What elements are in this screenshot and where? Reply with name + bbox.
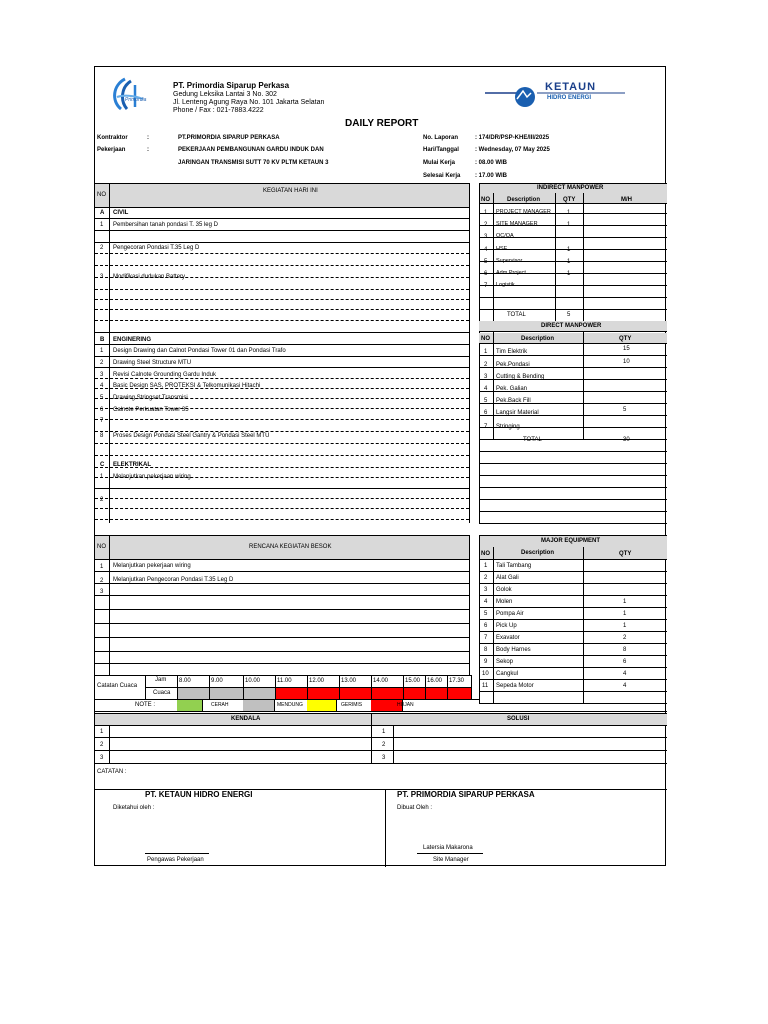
- direct-row-qty: 15: [623, 346, 630, 352]
- equipment-row-no: 2: [484, 575, 488, 581]
- hari-value: : Wednesday, 07 May 2025: [475, 147, 550, 153]
- weather-cell: [178, 688, 209, 699]
- equipment-row-no: 7: [484, 635, 488, 641]
- kegiatan-row-no: 3: [100, 372, 104, 378]
- kendala-row-no: 3: [100, 755, 104, 761]
- kontraktor-label: Kontraktor: [97, 135, 128, 141]
- equipment-row-desc: Sepeda Motor: [496, 683, 534, 689]
- weather-label: Catatan Cuaca: [97, 683, 138, 689]
- direct-row-qty: 10: [623, 359, 630, 365]
- direct-row-no: 1: [484, 349, 488, 355]
- weather-cell: [372, 688, 403, 699]
- solusi-row-no: 3: [382, 755, 386, 761]
- weather-cell: [448, 688, 471, 699]
- company-address-2: Jl. Lenteng Agung Raya No. 101 Jakarta Selatan: [173, 99, 325, 106]
- kegiatan-row-text: Calnote Perkuatan Tower 35: [113, 407, 189, 413]
- kegiatan-row-no: 5: [100, 395, 104, 401]
- weather-hour: 17.30: [449, 678, 465, 684]
- indirect-row-qty: 1: [567, 222, 571, 228]
- direct-h-desc: Description: [521, 336, 555, 342]
- sign-right-name: Latersia Makarona: [423, 845, 473, 851]
- weather-hour: 12.00: [309, 678, 325, 684]
- equipment-row-no: 5: [484, 611, 488, 617]
- weather-hour: 10.00: [245, 678, 261, 684]
- direct-row-desc: Tim Elektrik: [496, 349, 528, 355]
- weather-hour: 16.00: [427, 678, 443, 684]
- kegiatan-row-text: CIVIL: [113, 210, 129, 216]
- sign-right-label: Dibuat Oleh :: [397, 805, 433, 811]
- equipment-row-desc: Body Harnes: [496, 647, 531, 653]
- equipment-row-qty: 1: [623, 611, 627, 617]
- sign-left-role: Pengawas Pekerjaan: [147, 857, 204, 863]
- weather-cuaca-label: Cuaca: [153, 690, 171, 696]
- indirect-row-no: 2: [484, 222, 488, 228]
- indirect-title: INDIRECT MANPOWER: [537, 185, 604, 191]
- company-name: PT. Primordia Siparup Perkasa: [173, 81, 290, 90]
- equipment-row-qty: 4: [623, 671, 627, 677]
- indirect-row-desc: Supervisor: [496, 258, 523, 264]
- logo-right-sub: HIDRO ENERGI: [547, 95, 592, 101]
- pekerjaan-value-2: JARINGAN TRANSMISI SUTT 70 KV PLTM KETAUN 3: [178, 160, 329, 166]
- direct-row-no: 4: [484, 386, 488, 392]
- equipment-row-desc: Molen: [496, 599, 513, 605]
- equipment-row-no: 11: [482, 683, 489, 689]
- indirect-row-no: 6: [484, 271, 488, 277]
- direct-row-desc: Langsir Material: [496, 410, 539, 416]
- equipment-row-no: 10: [482, 671, 489, 677]
- weather-cell: [308, 688, 339, 699]
- kegiatan-row-text: Basic Design SAS, PROTEKSI & Telkomunikasi Hitachi: [113, 383, 261, 389]
- selesai-value: : 17.00 WIB: [475, 173, 508, 179]
- kegiatan-row-no: 1: [100, 348, 104, 354]
- no-laporan-value: : 174/DR/PSP-KHE/III/2025: [475, 135, 550, 141]
- weather-cell: [210, 688, 243, 699]
- weather-legend-label: MENDUNG: [277, 702, 303, 708]
- weather-hour: 11.00: [277, 678, 292, 684]
- sign-right-company: PT. PRIMORDIA SIPARUP PERKASA: [397, 790, 535, 799]
- indirect-row-qty: 1: [567, 210, 571, 216]
- indirect-row-qty: 1: [567, 259, 571, 265]
- indirect-row-no: 3: [484, 234, 488, 240]
- equipment-row-qty: 8: [623, 647, 627, 653]
- weather-cell: [244, 688, 275, 699]
- kegiatan-no-header: NO: [97, 192, 106, 198]
- logo-left-text: Primordia: [125, 97, 147, 103]
- pekerjaan-colon: :: [147, 147, 149, 153]
- indirect-row-desc: HSE: [496, 246, 508, 252]
- primordia-logo-icon: [103, 75, 163, 115]
- equipment-row-desc: Exavator: [496, 635, 520, 641]
- direct-title: DIRECT MANPOWER: [541, 323, 602, 329]
- equipment-row-qty: 1: [623, 623, 627, 629]
- rencana-row-no: 1: [100, 564, 104, 570]
- sign-right-role: Site Manager: [433, 857, 469, 863]
- weather-hour: 8.00: [179, 678, 191, 684]
- weather-hour: 9.00: [211, 678, 223, 684]
- kegiatan-row-text: ENGINERING: [113, 337, 152, 343]
- kegiatan-row-no: 7: [100, 418, 104, 424]
- equipment-row-no: 9: [484, 659, 488, 665]
- direct-row-desc: Pek. Galian: [496, 386, 528, 392]
- logo-right-title: KETAUN: [545, 81, 597, 93]
- weather-cell: [404, 688, 425, 699]
- indirect-row-desc: SITE MANAGER: [496, 221, 538, 227]
- selesai-label: Selesai Kerja: [423, 173, 461, 179]
- indirect-row-qty: 1: [567, 271, 571, 277]
- kegiatan-row-no: 4: [100, 383, 104, 389]
- indirect-h-qty: QTY: [563, 197, 576, 203]
- direct-h-qty: QTY: [619, 336, 632, 342]
- direct-row-no: 3: [484, 374, 488, 380]
- kendala-row-no: 2: [100, 742, 104, 748]
- direct-total-value: 30: [623, 437, 630, 443]
- rencana-row-no: 3: [100, 589, 104, 595]
- solusi-row-no: 1: [382, 729, 386, 735]
- kegiatan-row-text: Drawing Stringset Transmisi: [113, 395, 188, 401]
- sign-left-label: Diketahui oleh :: [113, 805, 155, 811]
- rencana-row-text: Melanjutkan pekerjaan wiring: [113, 563, 191, 569]
- weather-hour: 13.00: [341, 678, 357, 684]
- equipment-row-qty: 4: [623, 683, 627, 689]
- equipment-h-no: NO: [481, 551, 490, 557]
- kegiatan-row-no: 6: [100, 407, 104, 413]
- company-address-1: Gedung Leksika Lantai 3 No. 302: [173, 91, 277, 98]
- equipment-h-desc: Description: [521, 550, 555, 556]
- indirect-row-desc: Logistik: [496, 282, 515, 288]
- weather-cell: [340, 688, 371, 699]
- kegiatan-row-no: 2: [100, 360, 104, 366]
- kegiatan-row-no: 1: [100, 474, 104, 480]
- kegiatan-header-bg: [95, 183, 469, 207]
- equipment-row-qty: 1: [623, 599, 627, 605]
- kegiatan-row-text: Proses Design Pondasi Steel Gantry & Pondasi Steel MTU: [113, 433, 270, 439]
- equipment-row-desc: Pompa Air: [496, 611, 524, 617]
- indirect-row-no: 1: [484, 210, 488, 216]
- equipment-row-desc: Pick Up: [496, 623, 517, 629]
- daily-report-sheet: [94, 66, 666, 866]
- direct-row-no: 6: [484, 410, 488, 416]
- rencana-row-no: 2: [100, 578, 104, 584]
- indirect-total-label: TOTAL: [507, 312, 526, 318]
- indirect-total-value: 5: [567, 312, 571, 318]
- no-laporan-label: No. Laporan: [423, 135, 459, 141]
- kegiatan-row-no: 1: [100, 222, 104, 228]
- weather-legend-swatch: [177, 700, 203, 711]
- sign-left-company: PT. KETAUN HIDRO ENERGI: [145, 790, 253, 799]
- kegiatan-row-no: 3: [100, 274, 104, 280]
- equipment-row-desc: Golok: [496, 587, 512, 593]
- kontraktor-value: PT.PRIMORDIA SIPARUP PERKASA: [178, 135, 280, 141]
- direct-row-qty: 5: [623, 407, 627, 413]
- hari-label: Hari/Tanggal: [423, 147, 459, 153]
- kegiatan-row-text: Pengecoran Pondasi T.35 Leg D: [113, 245, 200, 251]
- weather-cell: [276, 688, 307, 699]
- equipment-row-no: 8: [484, 647, 488, 653]
- indirect-row-desc: PROJECT MANAGER: [496, 209, 551, 215]
- equipment-row-no: 6: [484, 623, 488, 629]
- weather-hour: 15.00: [405, 678, 421, 684]
- rencana-header: RENCANA KEGIATAN BESOK: [249, 544, 332, 550]
- weather-cell: [426, 688, 447, 699]
- direct-total-label: TOTAL: [523, 437, 542, 443]
- direct-row-no: 7: [484, 424, 488, 430]
- equipment-h-qty: QTY: [619, 551, 632, 557]
- kegiatan-row-text: Modifikasi dudukan Battery: [113, 274, 186, 280]
- weather-legend-label: CERAH: [211, 702, 229, 708]
- equipment-row-desc: Cangkul: [496, 671, 519, 677]
- pekerjaan-value-1: PEKERJAAN PEMBANGUNAN GARDU INDUK DAN: [178, 147, 324, 153]
- direct-row-no: 5: [484, 398, 488, 404]
- kegiatan-row-no: C: [100, 462, 105, 468]
- kegiatan-row-text: ELEKTRIKAL: [113, 462, 151, 468]
- kegiatan-row-text: Design Drawing dan Calnot Pondasi Tower 01 dan Pondasi Trafo: [113, 348, 286, 354]
- weather-jam-label: Jam: [155, 677, 167, 683]
- kegiatan-row-no: A: [100, 210, 105, 216]
- indirect-row-desc: Adm Project: [496, 270, 526, 276]
- rencana-row-text: Melanjutkan Pengecoran Pondasi T.35 Leg D: [113, 577, 234, 583]
- direct-h-no: NO: [481, 336, 490, 342]
- indirect-row-no: 4: [484, 247, 488, 253]
- equipment-row-no: 3: [484, 587, 488, 593]
- kendala-row-no: 1: [100, 729, 104, 735]
- kegiatan-row-text: Melanjutkan pekerjaan wiring: [113, 474, 191, 480]
- indirect-row-no: 5: [484, 259, 488, 265]
- mulai-label: Mulai Kerja: [423, 160, 456, 166]
- direct-row-desc: Cutting & Bending: [496, 374, 545, 380]
- equipment-row-desc: Alat Gali: [496, 575, 519, 581]
- kegiatan-row-no: 8: [100, 433, 104, 439]
- direct-row-no: 2: [484, 362, 488, 368]
- direct-row-desc: Stringing: [496, 424, 520, 430]
- weather-legend-label: GERIMIS: [341, 702, 363, 708]
- equipment-row-desc: Sekop: [496, 659, 514, 665]
- report-title: DAILY REPORT: [345, 118, 419, 129]
- direct-row-desc: Pek.Pondasi: [496, 362, 530, 368]
- weather-legend-swatch: [307, 700, 337, 711]
- rencana-no-header: NO: [97, 544, 106, 550]
- direct-row-desc: Pek.Back Fill: [496, 398, 531, 404]
- pekerjaan-label: Pekerjaan: [97, 147, 126, 153]
- equipment-row-no: 4: [484, 599, 488, 605]
- indirect-h-mh: M/H: [621, 197, 632, 203]
- kegiatan-row-no: B: [100, 337, 105, 343]
- solusi-row-no: 2: [382, 742, 386, 748]
- weather-note-label: NOTE :: [135, 702, 156, 708]
- kegiatan-row-text: Revisi Calnote Grounding Gardu Induk: [113, 372, 217, 378]
- equipment-row-qty: 6: [623, 659, 627, 665]
- company-phone: Phone / Fax : 021-7883.4222: [173, 107, 264, 114]
- kegiatan-row-no: 2: [100, 497, 104, 503]
- weather-legend-label: HUJAN: [397, 702, 414, 708]
- equipment-row-no: 1: [484, 563, 488, 569]
- indirect-h-desc: Description: [507, 197, 541, 203]
- mulai-value: : 08.00 WIB: [475, 160, 508, 166]
- equipment-row-desc: Tali Tambang: [496, 563, 532, 569]
- solusi-header: SOLUSI: [507, 716, 530, 722]
- indirect-row-qty: 1: [567, 247, 571, 253]
- kegiatan-row-text: Pembersihan tanah pondasi T. 35 leg D: [113, 222, 218, 228]
- kontraktor-colon: :: [147, 135, 149, 141]
- equipment-title: MAJOR EQUIPMENT: [541, 538, 601, 544]
- kegiatan-row-text: Drawing Steel Structure MTU: [113, 360, 192, 366]
- indirect-h-no: NO: [481, 197, 490, 203]
- kegiatan-header: KEGIATAN HARI INI: [263, 188, 318, 194]
- catatan-label: CATATAN :: [97, 769, 127, 775]
- indirect-row-desc: QC/QA: [496, 233, 514, 239]
- kendala-header: KENDALA: [231, 716, 261, 722]
- weather-hour: 14.00: [373, 678, 389, 684]
- indirect-row-no: 7: [484, 283, 488, 289]
- weather-legend-swatch: [243, 700, 275, 711]
- kegiatan-row-no: 2: [100, 245, 104, 251]
- equipment-row-qty: 2: [623, 635, 627, 641]
